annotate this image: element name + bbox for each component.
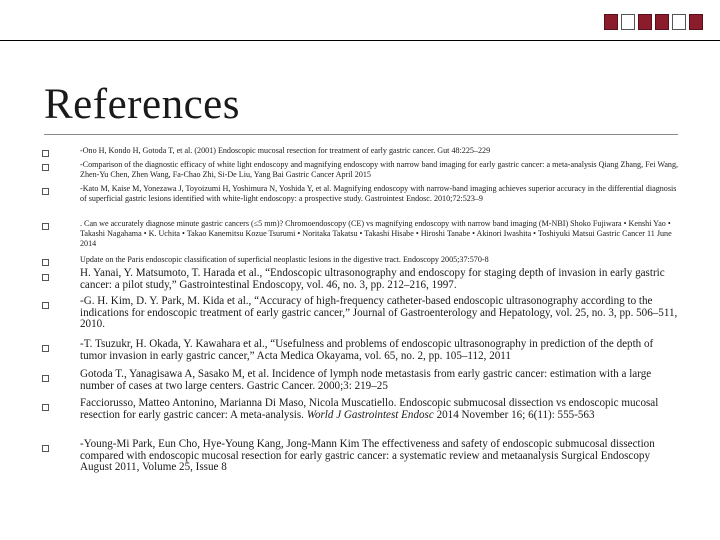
bullet-icon [42,404,49,411]
journal-name: World J Gastrointest Endosc [306,408,434,421]
top-rule [0,40,720,41]
reference-text: H. Yanai, Y. Matsumoto, T. Harada et al., “Endoscopic ultrasonography and endoscopy for staging depth of invasion in early gastric cancer: a pilot study,” Gastrointestinal Endoscopy, vol. 46, no. 3, pp. 212–216, 1997. [80,267,665,291]
reference-text [80,398,682,421]
top-decoration-bar [0,0,720,44]
reference-text-tail: 2014 November 16; 6(11): 555-563 [433,408,595,421]
reference-text: -Ono H, Kondo H, Gotoda T, et al. (2001) Endoscopic mucosal resection for treatment of early gastric cancer. Gut 48:225–229 [80,146,491,155]
bullet-icon [42,223,49,230]
reference-text: Gotoda T., Yanagisawa A, Sasako M, et al. Incidence of lymph node metastasis from early gastric cancer: estimation with a large number of cases at two large centers. Gastric Cancer. 2000;3: 219–25 [80,368,652,392]
bullet-icon [42,259,49,266]
bullet-icon [42,445,49,452]
reference-text: -Comparison of the diagnostic efficacy of white light endoscopy and magnifying endoscopy with narrow band imaging for early gastric cancer: a meta-analysis Qiang Zhang, Fei Wang, Zhen-Yu Chen, Zhen Wang, Fa-Chao Zhi, Si-De Liu, Yang Bai Gastric Cancer April 2015 [80,160,679,179]
bullet-icon [42,164,49,171]
decor-square-1 [604,14,618,30]
reference-text: -G. H. Kim, D. Y. Park, M. Kida et al., “Accuracy of high-frequency catheter-based endoscopic ultrasonography according to the indications for endoscopic treatment of early gastric cancer,” Journal of Gastroenterology and Hepatology, vol. 25, no. 3, pp. 506–511, 2010. [80,295,678,330]
decor-square-2 [621,14,635,30]
decor-square-6 [689,14,703,30]
reference-text: -Kato M, Kaise M, Yonezawa J, Toyoizumi H, Yoshimura N, Yoshida Y, et al. Magnifying endoscopy with narrow-band imaging achieves superior accuracy in the differential diagnosis of superficial gastric lesions identified with white-light endoscopy: a prospective study. Gastrointest Endosc. 2010;72:523–9 [80,184,677,203]
bullet-icon [42,188,49,195]
reference-text: Update on the Paris endoscopic classification of superficial neoplastic lesions in the digestive tract. Endoscopy 2005;37:570-8 [80,255,489,264]
reference-text: -Young-Mi Park, Eun Cho, Hye-Young Kang, Jong-Mann Kim The effectiveness and safety of endoscopic submucosal dissection compared with endoscopic mucosal resection for early gastric cancer: a systematic review and metaanalysis Surgical Endoscopy August 2011, Volume 25, Issue 8 [80,438,655,473]
decor-square-4 [655,14,669,30]
decor-square-5 [672,14,686,30]
page-title: References [44,81,240,128]
title-underline [44,134,678,135]
bullet-icon [42,302,49,309]
bullet-icon [42,375,49,382]
reference-text: . Can we accurately diagnose minute gastric cancers (≤5 mm)? Chromoendoscopy (CE) vs magnifying endoscopy with narrow band imaging (M-NBI) Shoko Fujiwara • Kenshi Yao • Takashi Nagahama • K. Uchita • Takao Kanemitsu Kozue Tsurumi • Noritaka Takatsu • Takashi Hisabe • Hiroshi Tanabe • Akinori Iwashita • Toshiyuki Matsui Gastric Cancer 11 June 2014 [80,219,672,248]
decor-square-3 [638,14,652,30]
bullet-icon [42,274,49,281]
reference-text: -T. Tsuzukr, H. Okada, Y. Kawahara et al., “Usefulness and problems of endoscopic ultrasonography in prediction of the depth of tumor invasion in early gastric cancer,” Acta Medica Okayama, vol. 65, no. 2, pp. 105–112, 2011 [80,338,654,362]
bullet-icon [42,150,49,157]
reference-text-main: Facciorusso, Matteo Antonino, Marianna Di Maso, Nicola Muscatiello. Endoscopic submucosal dissection vs endoscopic mucosal resection for early gastric cancer: A meta-analysis. [80,397,659,421]
bullet-icon [42,345,49,352]
